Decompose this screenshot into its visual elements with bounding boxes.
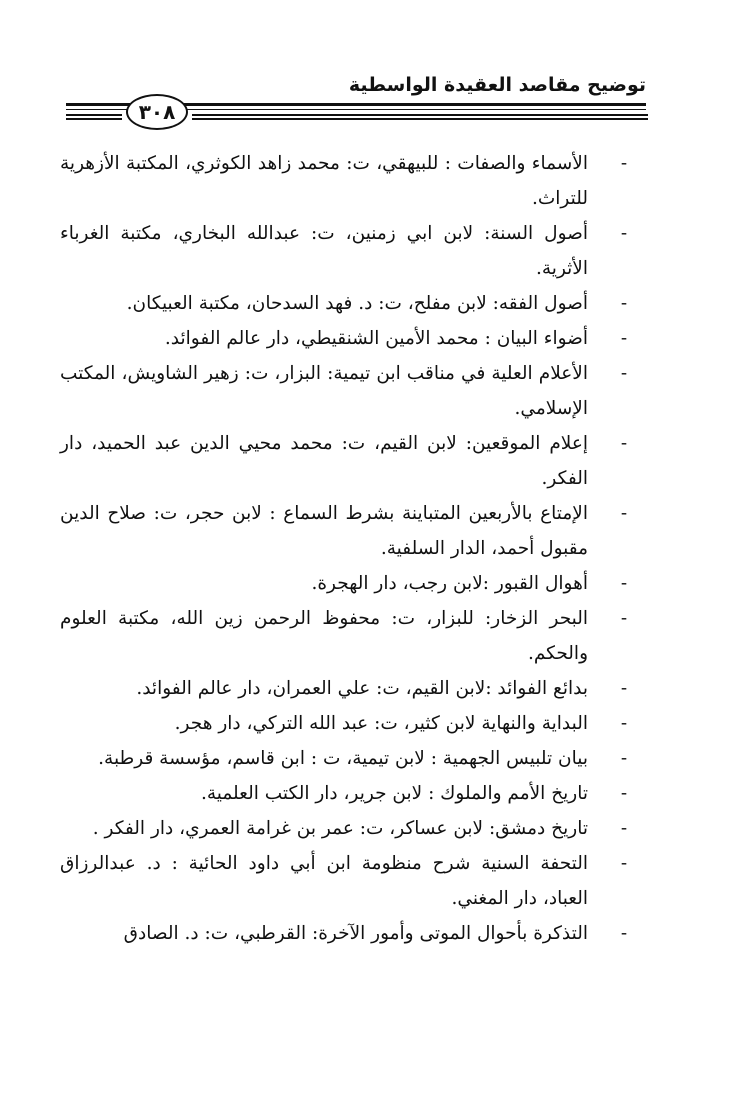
bibliography-entry xyxy=(60,496,640,566)
running-title: توضيح مقاصد العقيدة الواسطية xyxy=(348,74,646,96)
bullet-dash: - xyxy=(620,853,628,874)
badge-double-line-right xyxy=(192,114,648,120)
badge-double-line-left xyxy=(66,114,122,120)
bullet-dash: - xyxy=(620,153,628,174)
bibliography-entry xyxy=(60,741,640,776)
bibliography-entry xyxy=(60,706,640,741)
bibliography-entry xyxy=(60,216,640,286)
bibliography-entry xyxy=(60,426,640,496)
bibliography-entry xyxy=(60,601,640,671)
bullet-dash: - xyxy=(620,433,628,454)
entry-text: البداية والنهاية لابن كثير، ت: عبد الله التركي، دار هجر. xyxy=(174,713,588,734)
bullet-dash: - xyxy=(620,678,628,699)
bullet-dash: - xyxy=(620,713,628,734)
entry-text: الإمتاع بالأربعين المتباينة بشرط السماع : لابن حجر، ت: صلاح الدين مقبول أحمد، الدار السلفية. xyxy=(60,503,588,559)
bullet-dash: - xyxy=(620,293,628,314)
bullet-dash: - xyxy=(620,608,628,629)
bullet-dash: - xyxy=(620,363,628,384)
entry-text: أصول الفقه: لابن مفلح، ت: د. فهد السدحان، مكتبة العبيكان. xyxy=(126,293,588,314)
bibliography-entry xyxy=(60,286,640,321)
bibliography-entry xyxy=(60,566,640,601)
bullet-dash: - xyxy=(620,923,628,944)
bullet-dash: - xyxy=(620,328,628,349)
bibliography-entry xyxy=(60,146,640,216)
entry-text: بدائع الفوائد :لابن القيم، ت: علي العمران، دار عالم الفوائد. xyxy=(136,678,588,699)
bullet-dash: - xyxy=(620,503,628,524)
entry-text: إعلام الموقعين: لابن القيم، ت: محمد محيي الدين عبد الحميد، دار الفكر. xyxy=(60,433,588,489)
bibliography-entry xyxy=(60,321,640,356)
bullet-dash: - xyxy=(620,818,628,839)
entry-text: أضواء البيان : محمد الأمين الشنقيطي، دار عالم الفوائد. xyxy=(164,328,588,349)
bibliography-list xyxy=(60,146,640,951)
entry-text: الأسماء والصفات : للبيهقي، ت: محمد زاهد الكوثري، المكتبة الأزهرية للتراث. xyxy=(60,153,588,209)
entry-text: بيان تلبيس الجهمية : لابن تيمية، ت : ابن قاسم، مؤسسة قرطبة. xyxy=(98,748,588,769)
bibliography-entry xyxy=(60,776,640,811)
bullet-dash: - xyxy=(620,748,628,769)
bullet-dash: - xyxy=(620,573,628,594)
bibliography-entry xyxy=(60,671,640,706)
entry-text: التحفة السنية شرح منظومة ابن أبي داود الحائية : د. عبدالرزاق العباد، دار المغني. xyxy=(60,853,588,909)
entry-text: التذكرة بأحوال الموتى وأمور الآخرة: القرطبي، ت: د. الصادق xyxy=(123,923,588,944)
bullet-dash: - xyxy=(620,783,628,804)
entry-text: تاريخ الأمم والملوك : لابن جرير، دار الكتب العلمية. xyxy=(200,783,588,804)
entry-text: الأعلام العلية في مناقب ابن تيمية: البزار، ت: زهير الشاويش، المكتب الإسلامي. xyxy=(60,363,588,419)
page-number-badge xyxy=(66,90,648,132)
bibliography-entry xyxy=(60,356,640,426)
bibliography-entry xyxy=(60,916,640,951)
page-header xyxy=(66,74,646,134)
entry-text: تاريخ دمشق: لابن عساكر، ت: عمر بن غرامة العمري، دار الفكر . xyxy=(92,818,588,839)
bibliography-entry xyxy=(60,846,640,916)
entry-text: أصول السنة: لابن ابي زمنين، ت: عبدالله البخاري، مكتبة الغرباء الأثرية. xyxy=(60,223,588,279)
bibliography-entry xyxy=(60,811,640,846)
entry-text: البحر الزخار: للبزار، ت: محفوظ الرحمن زين الله، مكتبة العلوم والحكم. xyxy=(60,608,588,664)
entry-text: أهوال القبور :لابن رجب، دار الهجرة. xyxy=(311,573,588,594)
page-number: ٣٠٨ xyxy=(126,94,188,130)
bullet-dash: - xyxy=(620,223,628,244)
